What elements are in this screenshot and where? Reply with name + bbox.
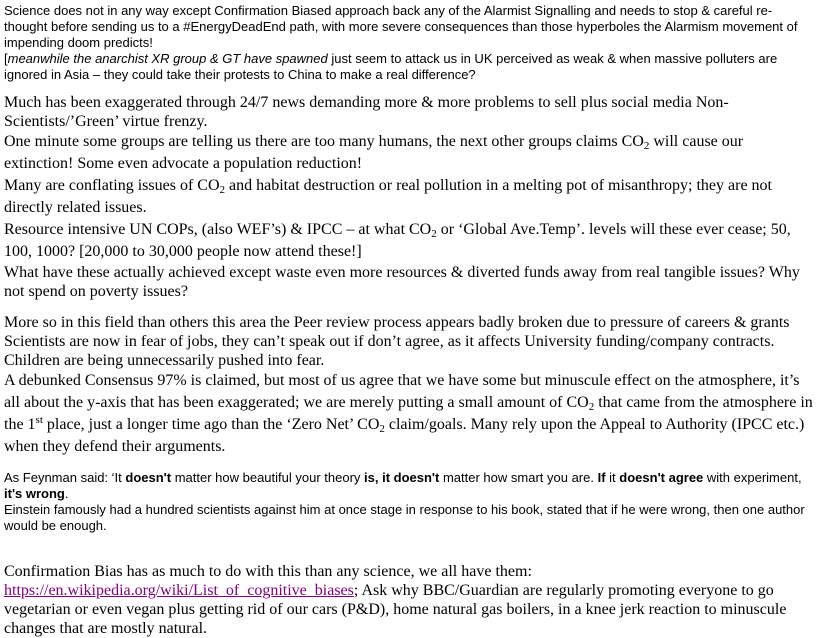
- bold-run: is, it doesn't: [364, 470, 440, 485]
- intro-paragraph: Science does not in any way except Confirmation Biased approach back any of the Alarmist Signalling and needs to stop & careful re-thought before sending us to a #EnergyDeadEnd path, with more severe consequences than those hyperboles the Alarmism movement of impending doom predicts!: [4, 3, 798, 50]
- bold-run: If: [597, 470, 606, 485]
- text-run: with experiment,: [703, 470, 802, 485]
- text-run: Resource intensive UN COPs, (also WEF’s) & IPCC – at what CO: [4, 221, 432, 238]
- bias-paragraph: [4, 562, 813, 638]
- bold-run: it's wrong: [4, 486, 65, 501]
- intro-aside-paragraph: [4, 51, 813, 83]
- text-run: claim/goals. Many rely upon the Appeal to Authority (IPCC etc.) when they defend their arguments.: [4, 416, 805, 455]
- subscript: 2: [431, 228, 437, 240]
- cognitive-biases-link[interactable]: https://en.wikipedia.org/wiki/List_of_cognitive_biases: [4, 582, 354, 599]
- text-run: ; Ask why BBC/Guardian are regularly promoting everyone to go vegetarian or even vegan plus getting rid of our cars (P&D), home natural gas boilers, in a knee jerk reaction to minuscule changes that are mostly natural.: [4, 582, 787, 637]
- peer-review-section: [4, 313, 813, 458]
- text-run: One minute some groups are telling us there are too many humans, the next other groups claims CO: [4, 133, 644, 150]
- conflating-paragraph: [4, 175, 813, 219]
- text-run: .: [64, 486, 69, 501]
- humans-paragraph: [4, 131, 813, 175]
- open-bracket: [: [4, 51, 8, 66]
- text-run: it: [605, 470, 620, 485]
- text-run: or ‘Global Ave.Temp’. levels will these ever cease; 50, 100, 1000? [20,000 to 30,000 people now attend these!]: [4, 221, 791, 260]
- text-run: Many are conflating issues of CO: [4, 177, 220, 194]
- aside-text: just seem to attack us in UK perceived as weak & when massive polluters are ignored in Asia – they could take their protests to China to make a real difference?: [4, 51, 778, 82]
- peer-review-paragraph: More so in this field than others this area the Peer review process appears badly broken due to pressure of careers & grants Scientists are now in fear of jobs, they can’t speak out if don’t agree, as it affects University funding/company contracts. Children are being unnecessarily pushed into fear.: [4, 314, 790, 369]
- subscript: 2: [219, 184, 226, 196]
- cops-paragraph: [4, 219, 813, 263]
- feynman-quote: [4, 470, 813, 502]
- bold-run: doesn't agree: [619, 470, 704, 485]
- news-paragraph: Much has been exaggerated through 24/7 news demanding more & more problems to sell plus social media Non-Scientists/’Green’ virtue frenzy.: [4, 94, 729, 130]
- subscript: 2: [588, 401, 595, 413]
- feynman-section: [4, 470, 813, 534]
- text-run: will cause our extinction! Some even advocate a population reduction!: [4, 133, 744, 172]
- text-run: that came from the atmosphere in the 1: [4, 394, 813, 433]
- bold-run: doesn't: [125, 470, 172, 485]
- text-run: matter how smart you are.: [439, 470, 598, 485]
- intro-section: [4, 3, 813, 83]
- text-run: A debunked Consensus 97% is claimed, but most of us agree that we have some but minuscule effect on the atmosphere, it’s all about the y-axis that has been exaggerated; we are merely putting a small amount of CO: [4, 372, 800, 411]
- consensus-paragraph: [4, 370, 813, 458]
- text-run: Confirmation Bias has as much to do with this than any science, we all have them:: [4, 563, 532, 580]
- text-run: matter how beautiful your theory: [171, 470, 365, 485]
- einstein-paragraph: Einstein famously had a hundred scientists against him at once stage in response to his book, stated that if he were wrong, then one author would be enough.: [4, 502, 805, 533]
- aside-italic-text: meanwhile the anarchist XR group & GT have spawned: [7, 51, 328, 66]
- exaggeration-section: [4, 93, 813, 301]
- subscript: 2: [379, 423, 385, 435]
- achievement-paragraph: What have these actually achieved except waste even more resources & diverted funds away from real tangible issues? Why not spend on poverty issues?: [4, 264, 800, 300]
- subscript: 2: [643, 140, 650, 152]
- text-run: and habitat destruction or real pollution in a melting pot of misanthropy; they are not directly related issues.: [4, 177, 772, 216]
- bias-section: [4, 562, 813, 638]
- text-run: As Feynman said: ‘It: [4, 470, 126, 485]
- superscript: st: [35, 414, 43, 426]
- text-run: place, just a longer time ago than the ‘Zero Net’ CO: [42, 416, 380, 433]
